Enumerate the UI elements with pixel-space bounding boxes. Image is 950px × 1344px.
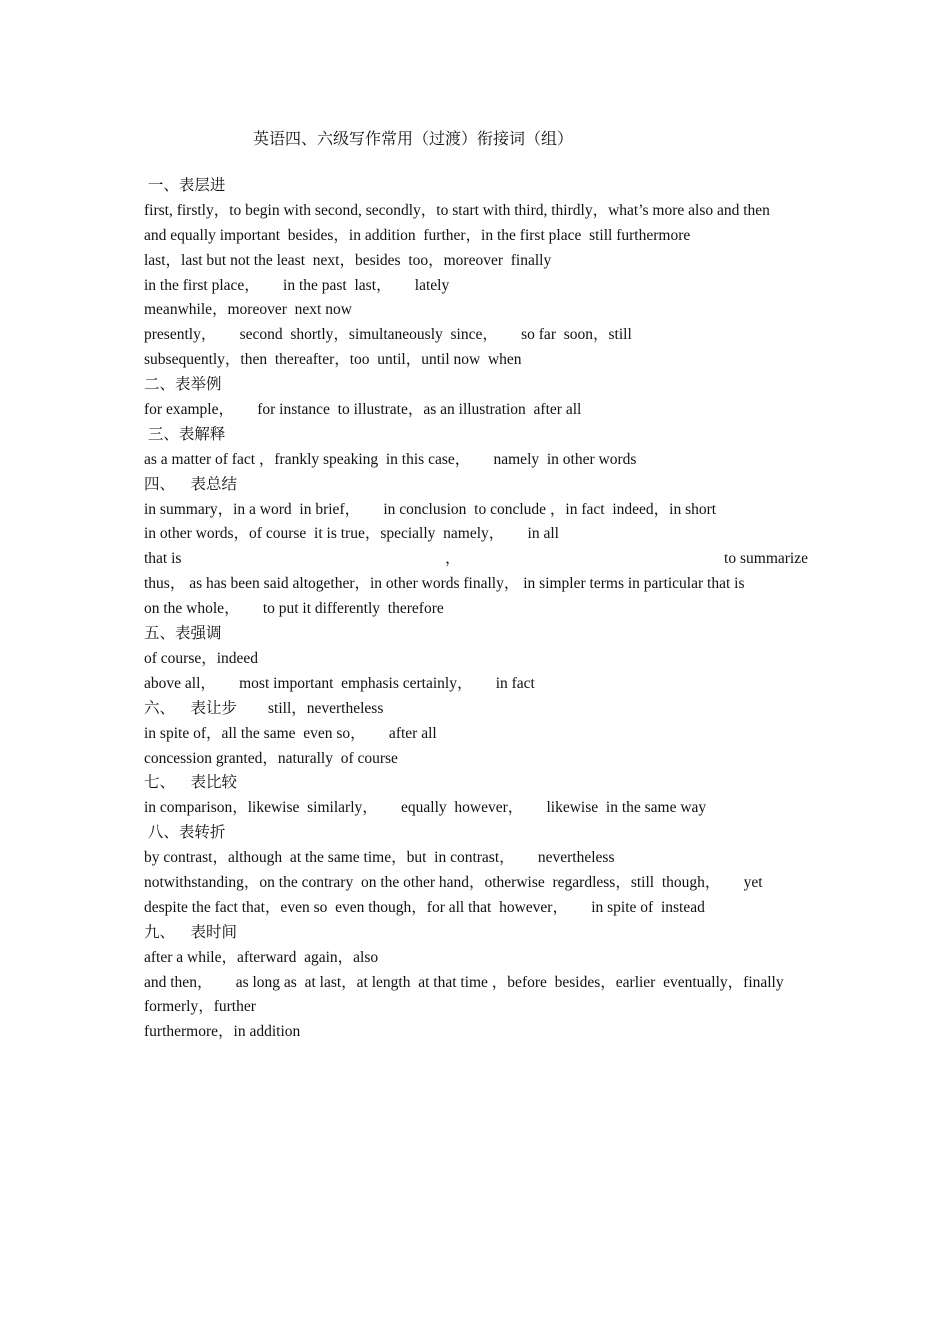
text-line: in comparison，likewise similarly， equally however， likewise in the same way bbox=[144, 799, 707, 817]
text-fragment: to summarize bbox=[724, 550, 808, 568]
text-line: presently， second shortly，simultaneously since， so far soon，still bbox=[144, 326, 632, 344]
text-line: despite the fact that，even so even though，for all that however， in spite of instead bbox=[144, 898, 705, 916]
text-line-justified bbox=[144, 547, 808, 572]
text-line: and then， as long as at last，at length at that time ，before besides，earlier eventually，finally bbox=[144, 973, 784, 991]
section-heading-examples: 二、表举例 bbox=[144, 376, 222, 394]
section-heading-comparison: 七、 表比较 bbox=[144, 774, 238, 792]
text-line: meanwhile，moreover next now bbox=[144, 301, 352, 319]
text-fragment: that is bbox=[144, 550, 182, 568]
text-line: thus， as has been said altogether，in other words finally， in simpler terms in particular that is bbox=[144, 575, 745, 593]
section-heading-time: 九、 表时间 bbox=[144, 923, 238, 941]
text-line: by contrast，although at the same time，but in contrast， nevertheless bbox=[144, 849, 615, 867]
text-line: in spite of，all the same even so， after all bbox=[144, 724, 437, 742]
text-line: after a while，afterward again，also bbox=[144, 948, 379, 966]
text-line: on the whole， to put it differently therefore bbox=[144, 600, 444, 618]
document-body bbox=[144, 174, 808, 1045]
text-line: in summary，in a word in brief， in conclusion to conclude ，in fact indeed，in short bbox=[144, 500, 717, 518]
text-line: notwithstanding，on the contrary on the other hand，otherwise regardless，still though， yet bbox=[144, 873, 763, 891]
text-line: and equally important besides，in addition further，in the first place still furthermore bbox=[144, 226, 691, 244]
text-line: above all， most important emphasis certainly， in fact bbox=[144, 674, 535, 692]
document-title: 英语四、六级写作常用（过渡）衔接词（组） bbox=[253, 131, 574, 148]
text-line: of course，indeed bbox=[144, 649, 259, 667]
text-fragment: ， bbox=[445, 550, 461, 568]
section-heading-explanation: 三、表解释 bbox=[144, 425, 226, 443]
section-heading-concession: 六、 表让步 still，nevertheless bbox=[144, 699, 384, 717]
text-line: furthermore，in addition bbox=[144, 1023, 301, 1041]
text-line: concession granted，naturally of course bbox=[144, 749, 398, 767]
text-line: in the first place， in the past last， lately bbox=[144, 276, 450, 294]
text-line: subsequently，then thereafter，too until，until now when bbox=[144, 351, 522, 369]
section-heading-summary: 四、 表总结 bbox=[144, 475, 238, 493]
section-heading-progression: 一、表层进 bbox=[144, 177, 226, 194]
section-heading-emphasis: 五、表强调 bbox=[144, 625, 222, 643]
text-line: last，last but not the least next，besides too，moreover finally bbox=[144, 251, 552, 269]
text-line: as a matter of fact ，frankly speaking in this case， namely in other words bbox=[144, 450, 637, 468]
text-line: for example， for instance to illustrate，as an illustration after all bbox=[144, 401, 582, 419]
text-line: first, firstly，to begin with second, secondly，to start with third, thirdly，what’s more also and then bbox=[144, 201, 770, 219]
section-heading-contrast: 八、表转折 bbox=[144, 824, 226, 842]
text-line: in other words，of course it is true，specially namely， in all bbox=[144, 525, 559, 543]
text-line: formerly，further bbox=[144, 998, 256, 1016]
